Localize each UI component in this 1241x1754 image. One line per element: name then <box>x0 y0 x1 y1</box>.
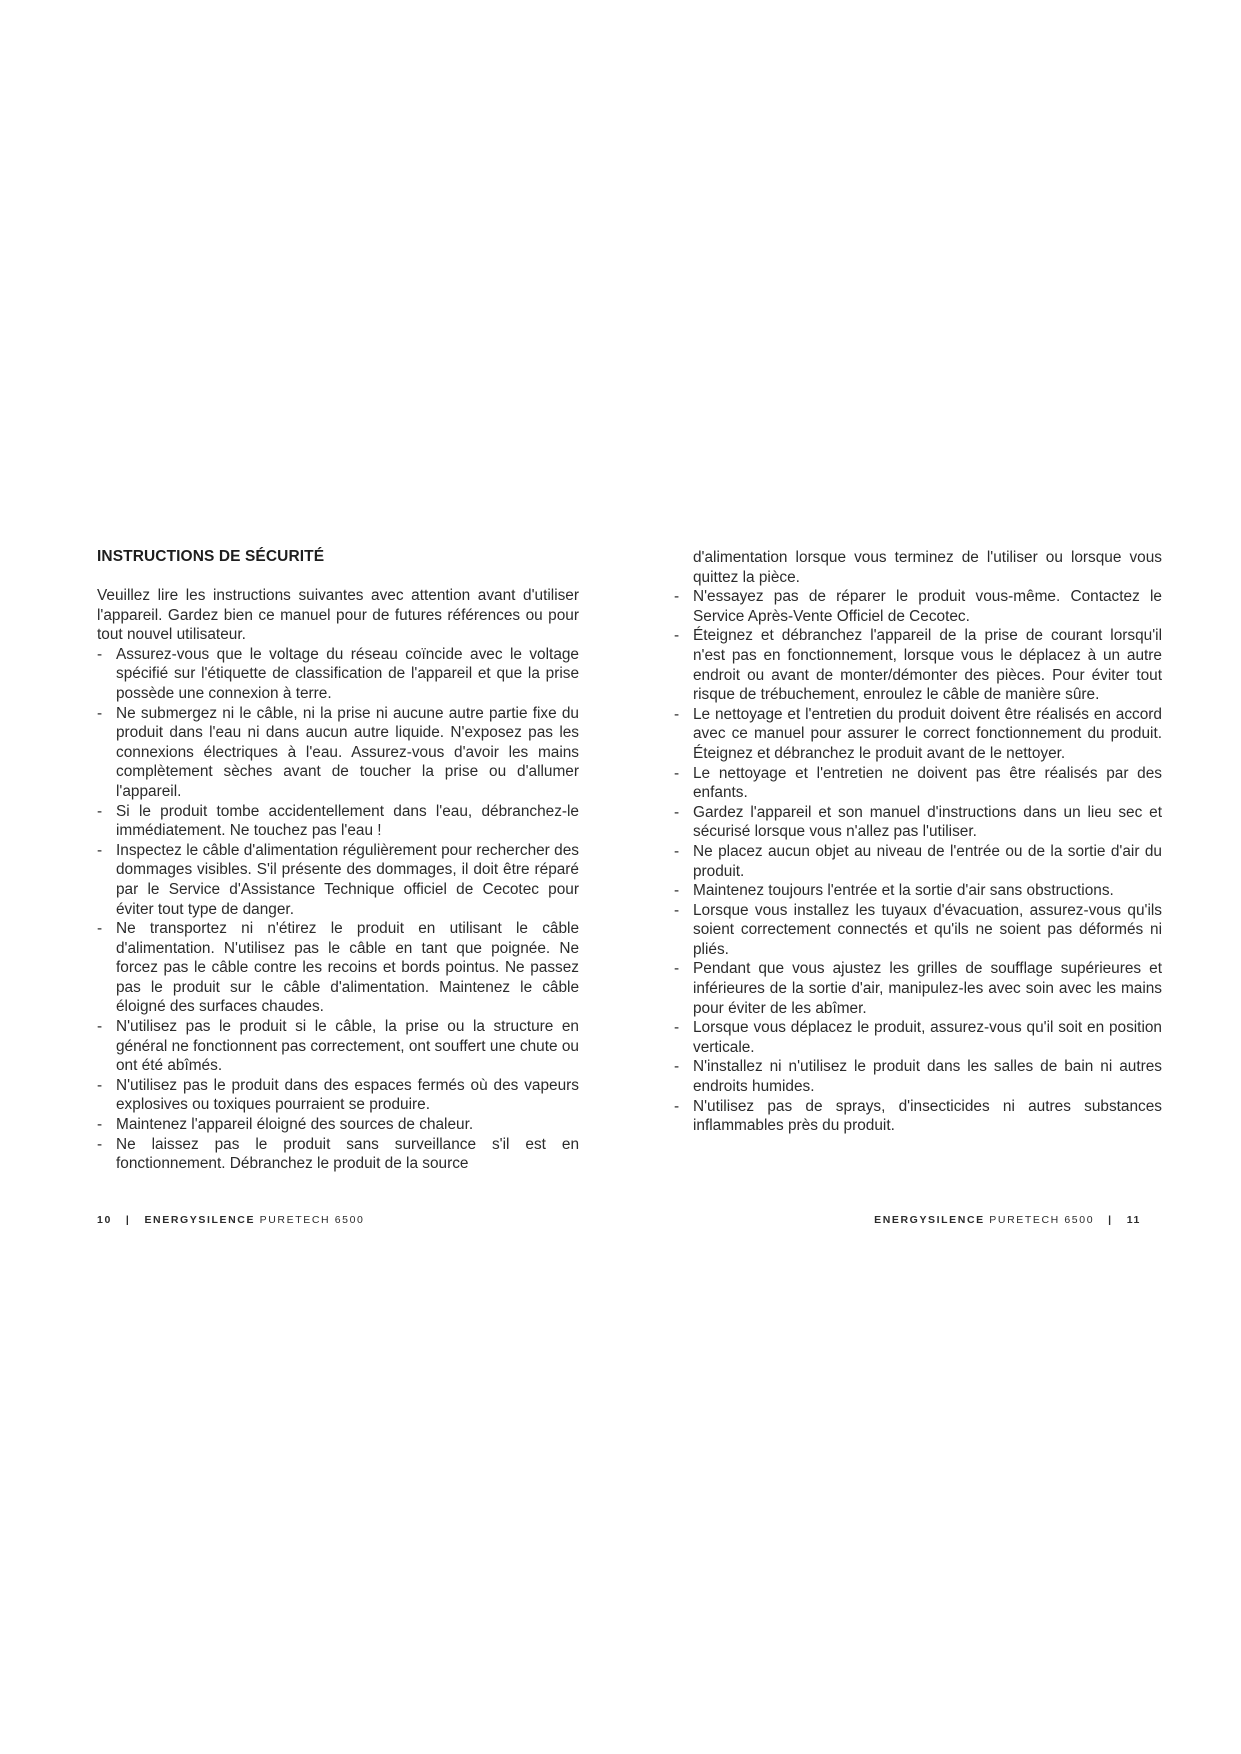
list-item: - N'utilisez pas le produit si le câble, la prise ou la structure en général ne fonctionnent pas correctement, ont souffert une chute ou ont été abîmés. <box>97 1017 579 1076</box>
footer-separator: | <box>1108 1214 1113 1226</box>
list-item: - Lorsque vous déplacez le produit, assurez-vous qu'il soit en position verticale. <box>674 1018 1162 1057</box>
list-item: - Maintenez l'appareil éloigné des sources de chaleur. <box>97 1115 579 1135</box>
list-item: - Si le produit tombe accidentellement dans l'eau, débranchez-le immédiatement. Ne touchez pas l'eau ! <box>97 802 579 841</box>
list-item: - Maintenez toujours l'entrée et la sortie d'air sans obstructions. <box>674 881 1162 901</box>
list-item: - Ne submergez ni le câble, ni la prise ni aucune autre partie fixe du produit dans l'eau ni dans aucun autre liquide. N'exposez pas les connexions électriques à l'eau. Assurez-vous d'avoir les mains complètement sèches avant de toucher la prise ou d'allumer l'appareil. <box>97 704 579 802</box>
left-safety-list <box>97 645 579 1174</box>
list-item: - Le nettoyage et l'entretien ne doivent pas être réalisés par des enfants. <box>674 764 1162 803</box>
right-safety-list <box>674 587 1162 1136</box>
section-title: INSTRUCTIONS DE SÉCURITÉ <box>97 548 325 565</box>
page-number-right: 11 <box>1126 1214 1141 1226</box>
list-item: - Ne placez aucun objet au niveau de l'entrée ou de la sortie d'air du produit. <box>674 842 1162 881</box>
left-page-column <box>97 547 579 1174</box>
list-item: - Inspectez le câble d'alimentation régulièrement pour rechercher des dommages visibles. S'il présente des dommages, il doit être réparé par le Service d'Assistance Technique officiel de Cecotec pour éviter tout type de danger. <box>97 841 579 919</box>
footer-separator: | <box>125 1214 131 1226</box>
footer-model: PURETECH 6500 <box>989 1214 1095 1226</box>
list-item: - Ne laissez pas le produit sans surveillance s'il est en fonctionnement. Débranchez le produit de la source <box>97 1135 579 1174</box>
list-item: - Éteignez et débranchez l'appareil de la prise de courant lorsqu'il n'est pas en fonctionnement, lorsque vous le déplacez à un autre endroit ou avant de monter/démonter des pièces. Pour éviter tout risque de trébuchement, enroulez le câble de manière sûre. <box>674 626 1162 704</box>
list-item: - Pendant que vous ajustez les grilles de soufflage supérieures et inférieures de la sortie d'air, manipulez-les avec soin avec les mains pour éviter de les abîmer. <box>674 959 1162 1018</box>
list-item: - N'installez ni n'utilisez le produit dans les salles de bain ni autres endroits humides. <box>674 1057 1162 1096</box>
intro-paragraph: Veuillez lire les instructions suivantes avec attention avant d'utiliser l'appareil. Gardez bien ce manuel pour de futures références ou pour tout nouvel utilisateur. <box>97 587 579 644</box>
list-item: - Le nettoyage et l'entretien du produit doivent être réalisés en accord avec ce manuel pour assurer le correct fonctionnement du produit. Éteignez et débranchez le produit avant de le nettoyer. <box>674 705 1162 764</box>
footer-model: PURETECH 6500 <box>259 1214 365 1226</box>
list-item: - Ne transportez ni n'étirez le produit en utilisant le câble d'alimentation. N'utilisez pas le câble en tant que poignée. Ne forcez pas le câble contre les recoins et bords pointus. Ne passez pas le produit sur le câble d'alimentation. Maintenez le câble éloigné des surfaces chaudes. <box>97 919 579 1017</box>
footer-right <box>874 1213 1141 1227</box>
list-item: - N'utilisez pas de sprays, d'insecticides ni autres substances inflammables près du produit. <box>674 1097 1162 1136</box>
list-item: - Gardez l'appareil et son manuel d'instructions dans un lieu sec et sécurisé lorsque vous n'allez pas l'utiliser. <box>674 803 1162 842</box>
list-item: - Assurez-vous que le voltage du réseau coïncide avec le voltage spécifié sur l'étiquette de classification de l'appareil et que la prise possède une connexion à terre. <box>97 645 579 704</box>
list-item: - N'essayez pas de réparer le produit vous-même. Contactez le Service Après-Vente Officiel de Cecotec. <box>674 587 1162 626</box>
right-page-column <box>674 548 1162 1136</box>
footer-brand: ENERGYSILENCE <box>874 1214 985 1226</box>
continued-item-text: d'alimentation lorsque vous terminez de l'utiliser ou lorsque vous quittez la pièce. <box>693 549 1162 586</box>
list-item: - Lorsque vous installez les tuyaux d'évacuation, assurez-vous qu'ils soient correctement connectés et qu'ils ne soient pas déformés ni pliés. <box>674 901 1162 960</box>
footer-brand: ENERGYSILENCE <box>144 1214 256 1226</box>
page-number-left: 10 <box>97 1214 112 1226</box>
list-item: - N'utilisez pas le produit dans des espaces fermés où des vapeurs explosives ou toxiques pourraient se produire. <box>97 1076 579 1115</box>
footer-left <box>97 1213 364 1227</box>
